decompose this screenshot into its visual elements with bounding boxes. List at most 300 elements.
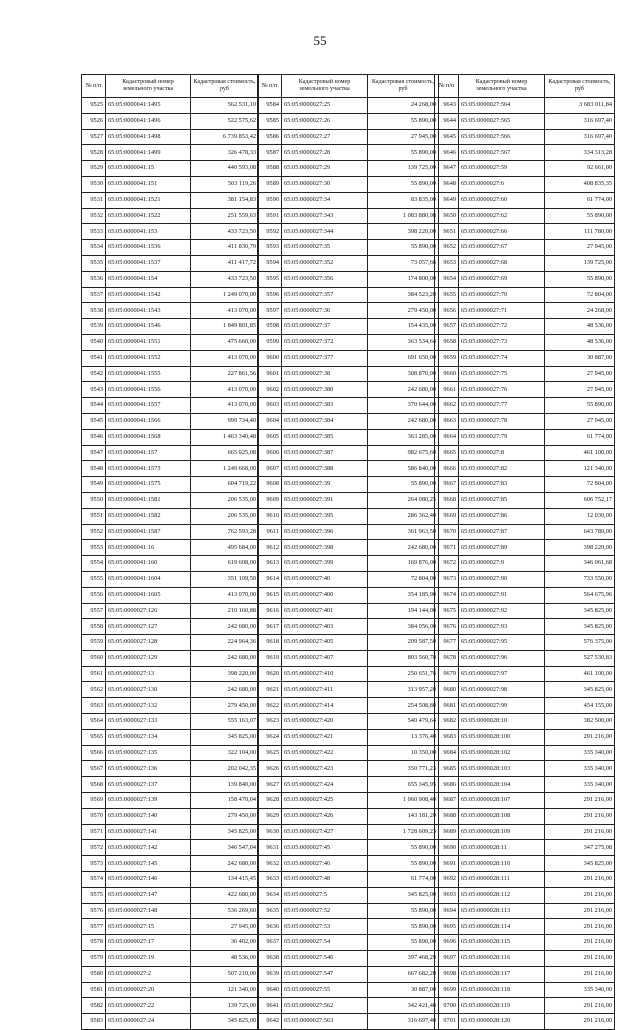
row-number: 9563	[82, 698, 106, 714]
row-number: 9666	[435, 461, 459, 477]
cadastral-value: 24 268,00	[368, 98, 439, 114]
row-number: 9602	[258, 382, 282, 398]
row-number: 9534	[82, 240, 106, 256]
table-row	[82, 413, 259, 429]
cadastral-value: 242 680,00	[368, 540, 439, 556]
cadastral-number: 65:05:0000027:87	[459, 524, 545, 540]
cadastral-number: 65:05:0000027:134	[106, 729, 191, 745]
row-number: 9699	[435, 982, 459, 998]
cadastral-value: 291 216,00	[545, 951, 615, 967]
cadastral-number: 65:05:0000027:385	[282, 429, 368, 445]
row-number: 9693	[435, 887, 459, 903]
cadastral-number: 65:05:0000027:566	[459, 129, 545, 145]
cadastral-number: 65:05:0000041:1556	[106, 382, 191, 398]
cadastral-value: 48 536,00	[545, 334, 615, 350]
header-cadastral-number: Кадастровый номер земельного участка	[282, 75, 368, 98]
table-row	[258, 113, 439, 129]
row-number: 9593	[258, 240, 282, 256]
table-row	[82, 1014, 259, 1030]
cadastral-number: 65:05:0000027:377	[282, 350, 368, 366]
cadastral-value: 55 890,00	[545, 271, 615, 287]
table-row	[82, 366, 259, 382]
cadastral-value: 326 478,33	[191, 145, 259, 161]
cadastral-number: 65:05:0000027:55	[282, 982, 368, 998]
cadastral-value: 154 435,00	[368, 319, 439, 335]
cadastral-number: 65:05:0000027:384	[282, 413, 368, 429]
cadastral-value: 291 216,00	[545, 935, 615, 951]
cadastral-value: 48 536,00	[545, 319, 615, 335]
row-number: 9689	[435, 824, 459, 840]
cadastral-value: 345 825,00	[191, 1014, 259, 1030]
row-number: 9634	[258, 887, 282, 903]
cadastral-value: 408 835,35	[545, 176, 615, 192]
row-number: 9576	[82, 903, 106, 919]
table-row	[258, 603, 439, 619]
table-row	[435, 682, 615, 698]
row-number: 9688	[435, 808, 459, 824]
cadastral-number: 65:05:0000027:147	[106, 887, 191, 903]
row-number: 9640	[258, 982, 282, 998]
cadastral-value: 10 350,00	[368, 745, 439, 761]
cadastral-number: 65:05:0000028:111	[459, 872, 545, 888]
table-row	[258, 872, 439, 888]
row-number: 9574	[82, 872, 106, 888]
cadastral-number: 65:05:0000028:115	[459, 935, 545, 951]
cadastral-value: 351 109,50	[191, 571, 259, 587]
cadastral-number: 65:05:0000028:113	[459, 903, 545, 919]
cadastral-value: 363 534,64	[368, 334, 439, 350]
table-row	[435, 666, 615, 682]
cadastral-value: 655 345,95	[368, 777, 439, 793]
cadastral-value: 291 216,00	[545, 903, 615, 919]
cadastral-value: 61 774,00	[368, 872, 439, 888]
table-row	[82, 492, 259, 508]
cadastral-value: 335 340,00	[545, 745, 615, 761]
cadastral-value: 55 890,00	[368, 935, 439, 951]
cadastral-value: 527 530,83	[545, 650, 615, 666]
row-number: 9591	[258, 208, 282, 224]
row-number: 9660	[435, 366, 459, 382]
cadastral-number: 65:05:0000041:1496	[106, 113, 191, 129]
table-row	[258, 287, 439, 303]
cadastral-value: 251 559,63	[191, 208, 259, 224]
cadastral-number: 65:05:0000041:1521	[106, 192, 191, 208]
row-number: 9572	[82, 840, 106, 856]
table-row	[258, 303, 439, 319]
cadastral-number: 65:05:0000041:151	[106, 176, 191, 192]
table-row	[435, 603, 615, 619]
table-row	[82, 255, 259, 271]
cadastral-number: 65:05:0000027:89	[459, 540, 545, 556]
table-row	[435, 287, 615, 303]
cadastral-number: 65:05:0000027:25	[282, 98, 368, 114]
row-number: 9528	[82, 145, 106, 161]
row-number: 9649	[435, 192, 459, 208]
row-number: 9544	[82, 398, 106, 414]
cadastral-value: 55 890,00	[368, 856, 439, 872]
row-number: 9686	[435, 777, 459, 793]
cadastral-number: 65:05:0000041:1557	[106, 398, 191, 414]
table-row	[258, 240, 439, 256]
cadastral-value: 335 340,00	[545, 761, 615, 777]
cadastral-number: 65:05:0000041:1581	[106, 492, 191, 508]
cadastral-value: 342 421,48	[368, 998, 439, 1014]
cadastral-number: 65:05:0000027:427	[282, 824, 368, 840]
cadastral-value: 398 220,00	[368, 224, 439, 240]
row-number: 9681	[435, 698, 459, 714]
cadastral-number: 65:05:0000027:148	[106, 903, 191, 919]
row-number: 9575	[82, 887, 106, 903]
cadastral-value: 665 925,08	[191, 445, 259, 461]
cadastral-value: 55 890,00	[368, 903, 439, 919]
cadastral-number: 65:05:0000027:66	[459, 224, 545, 240]
table-row	[82, 714, 259, 730]
cadastral-value: 279 450,00	[191, 808, 259, 824]
header-number: № п/п	[258, 75, 282, 98]
cadastral-value: 540 479,64	[368, 714, 439, 730]
table-row	[258, 334, 439, 350]
cadastral-value: 264 080,25	[368, 492, 439, 508]
cadastral-value: 316 697,40	[545, 113, 615, 129]
table-row	[435, 824, 615, 840]
row-number: 9675	[435, 603, 459, 619]
table-row	[258, 729, 439, 745]
cadastral-number: 65:05:0000027:83	[459, 477, 545, 493]
cadastral-number: 65:05:0000027:72	[459, 319, 545, 335]
cadastral-value: 139 725,00	[368, 161, 439, 177]
cadastral-number: 65:05:0000028:118	[459, 982, 545, 998]
cadastral-number: 65:05:0000041:1536	[106, 240, 191, 256]
table-row	[82, 982, 259, 998]
row-number: 9546	[82, 429, 106, 445]
cadastral-value: 242 680,00	[191, 856, 259, 872]
row-number: 9545	[82, 413, 106, 429]
cadastral-number: 65:05:0000027:90	[459, 571, 545, 587]
table-row	[435, 461, 615, 477]
cadastral-number: 65:05:0000028:116	[459, 951, 545, 967]
table-row	[435, 176, 615, 192]
row-number: 9626	[258, 761, 282, 777]
table-row	[258, 682, 439, 698]
cadastral-value: 322 104,00	[191, 745, 259, 761]
row-number: 9630	[258, 824, 282, 840]
cadastral-value: 691 650,00	[368, 350, 439, 366]
table-row	[435, 445, 615, 461]
cadastral-number: 65:05:0000027:97	[459, 666, 545, 682]
cadastral-number: 65:05:0000027:52	[282, 903, 368, 919]
cadastral-value: 461 100,00	[545, 445, 615, 461]
table-row	[82, 224, 259, 240]
table-row	[258, 856, 439, 872]
row-number: 9537	[82, 287, 106, 303]
cadastral-number: 65:05:0000041:1537	[106, 255, 191, 271]
cadastral-value: 121 340,00	[545, 461, 615, 477]
cadastral-value: 762 593,28	[191, 524, 259, 540]
cadastral-value: 6 739 853,42	[191, 129, 259, 145]
row-number: 9529	[82, 161, 106, 177]
row-number: 9697	[435, 951, 459, 967]
cadastral-number: 65:05:0000027:352	[282, 255, 368, 271]
cadastral-number: 65:05:0000027:82	[459, 461, 545, 477]
row-number: 9648	[435, 176, 459, 192]
table-row	[82, 840, 259, 856]
row-number: 9663	[435, 413, 459, 429]
cadastral-number: 65:05:0000041:1604	[106, 571, 191, 587]
table-row	[82, 998, 259, 1014]
table-row	[258, 619, 439, 635]
table-row	[435, 635, 615, 651]
cadastral-number: 65:05:0000041:1542	[106, 287, 191, 303]
cadastral-number: 65:05:0000027:420	[282, 714, 368, 730]
row-number: 9676	[435, 619, 459, 635]
row-number: 9694	[435, 903, 459, 919]
cadastral-number: 65:05:0000027:403	[282, 619, 368, 635]
cadastral-value: 370 644,00	[368, 398, 439, 414]
cadastral-number: 65:05:0000027:19	[106, 951, 191, 967]
cadastral-number: 65:05:0000041:1546	[106, 319, 191, 335]
cadastral-value: 291 216,00	[545, 1014, 615, 1030]
row-number: 9622	[258, 698, 282, 714]
cadastral-number: 65:05:0000027:407	[282, 650, 368, 666]
cadastral-number: 65:05:0000041:154	[106, 271, 191, 287]
cadastral-number: 65:05:0000027:410	[282, 666, 368, 682]
table-row	[82, 129, 259, 145]
cadastral-value: 1 249 070,00	[191, 287, 259, 303]
row-number: 9638	[258, 951, 282, 967]
table-row	[258, 571, 439, 587]
cadastral-value: 174 800,00	[368, 271, 439, 287]
cadastral-number: 65:05:0000027:564	[459, 98, 545, 114]
cadastral-number: 65:05:0000027:71	[459, 303, 545, 319]
cadastral-number: 65:05:0000041:153	[106, 224, 191, 240]
table-row	[82, 903, 259, 919]
row-number: 9536	[82, 271, 106, 287]
cadastral-number: 65:05:0000028:107	[459, 793, 545, 809]
row-number: 9570	[82, 808, 106, 824]
table-row	[82, 587, 259, 603]
cadastral-number: 65:05:0000027:40	[282, 571, 368, 587]
cadastral-value: 291 216,00	[545, 793, 615, 809]
cadastral-value: 224 964,36	[191, 635, 259, 651]
cadastral-number: 65:05:0000027:141	[106, 824, 191, 840]
cadastral-value: 345 825,00	[545, 619, 615, 635]
cadastre-table-column-1	[81, 74, 259, 1030]
cadastral-value: 242 680,00	[191, 682, 259, 698]
row-number: 9692	[435, 872, 459, 888]
cadastre-table-column-3	[434, 74, 615, 1030]
cadastral-number: 65:05:0000027:70	[459, 287, 545, 303]
row-number: 9594	[258, 255, 282, 271]
row-number: 9633	[258, 872, 282, 888]
row-number: 9680	[435, 682, 459, 698]
cadastral-number: 65:05:0000027:146	[106, 872, 191, 888]
cadastral-number: 65:05:0000027:48	[282, 872, 368, 888]
cadastral-value: 1 249 668,00	[191, 461, 259, 477]
cadastral-value: 384 056,00	[368, 619, 439, 635]
table-row	[435, 161, 615, 177]
row-number: 9583	[82, 1014, 106, 1030]
table-row	[258, 492, 439, 508]
cadastral-number: 65:05:0000027:565	[459, 113, 545, 129]
row-number: 9631	[258, 840, 282, 856]
cadastral-value: 286 362,40	[368, 508, 439, 524]
cadastral-number: 65:05:0000041:1573	[106, 461, 191, 477]
cadastral-value: 354 185,90	[368, 587, 439, 603]
table-row	[82, 303, 259, 319]
row-number: 9653	[435, 255, 459, 271]
cadastral-value: 242 680,00	[368, 382, 439, 398]
table-row	[258, 793, 439, 809]
row-number: 9527	[82, 129, 106, 145]
table-row	[82, 382, 259, 398]
row-number: 9577	[82, 919, 106, 935]
row-number: 9540	[82, 334, 106, 350]
cadastral-number: 65:05:0000027:15	[106, 919, 191, 935]
table-row	[258, 982, 439, 998]
cadastral-value: 48 536,00	[191, 951, 259, 967]
cadastral-number: 65:05:0000027:22	[106, 998, 191, 1014]
cadastral-number: 65:05:0000028:109	[459, 824, 545, 840]
cadastral-number: 65:05:0000027:39	[282, 477, 368, 493]
cadastral-value: 139 725,00	[191, 998, 259, 1014]
table-row	[258, 508, 439, 524]
row-number: 9647	[435, 161, 459, 177]
table-row	[258, 951, 439, 967]
table-row	[258, 192, 439, 208]
table-header-row	[258, 75, 439, 98]
cadastral-number: 65:05:0000027:45	[282, 840, 368, 856]
row-number: 9595	[258, 271, 282, 287]
cadastral-value: 398 220,00	[545, 540, 615, 556]
table-row	[435, 224, 615, 240]
row-number: 9578	[82, 935, 106, 951]
cadastral-number: 65:05:0000027:17	[106, 935, 191, 951]
row-number: 9661	[435, 382, 459, 398]
row-number: 9637	[258, 935, 282, 951]
row-number: 9541	[82, 350, 106, 366]
cadastral-number: 65:05:0000027:20	[106, 982, 191, 998]
table-row	[82, 935, 259, 951]
row-number: 9658	[435, 334, 459, 350]
cadastral-number: 65:05:0000027:75	[459, 366, 545, 382]
table-row	[435, 714, 615, 730]
row-number: 9558	[82, 619, 106, 635]
cadastral-number: 65:05:0000027:92	[459, 603, 545, 619]
cadastral-number: 65:05:0000027:96	[459, 650, 545, 666]
cadastral-number: 65:05:0000041:15	[106, 161, 191, 177]
cadastral-value: 413 070,00	[191, 382, 259, 398]
cadastral-value: 1 060 908,40	[368, 793, 439, 809]
table-row	[82, 966, 259, 982]
cadastral-value: 27 945,00	[545, 382, 615, 398]
cadastral-value: 27 945,00	[368, 129, 439, 145]
cadastral-value: 111 780,00	[545, 224, 615, 240]
cadastral-number: 65:05:0000027:85	[459, 492, 545, 508]
cadastral-value: 194 144,00	[368, 603, 439, 619]
row-number: 9614	[258, 571, 282, 587]
row-number: 9644	[435, 113, 459, 129]
row-number: 9669	[435, 508, 459, 524]
row-number: 9548	[82, 461, 106, 477]
cadastral-value: 291 216,00	[545, 966, 615, 982]
cadastral-value: 308 870,00	[368, 366, 439, 382]
cadastral-value: 461 100,00	[545, 666, 615, 682]
row-number: 9618	[258, 635, 282, 651]
cadastral-value: 3 683 011,84	[545, 98, 615, 114]
row-number: 9543	[82, 382, 106, 398]
table-row	[258, 824, 439, 840]
table-row	[258, 777, 439, 793]
table-row	[435, 729, 615, 745]
row-number: 9616	[258, 603, 282, 619]
row-number: 9632	[258, 856, 282, 872]
cadastral-value: 12 030,00	[545, 508, 615, 524]
cadastral-number: 65:05:0000027:132	[106, 698, 191, 714]
row-number: 9611	[258, 524, 282, 540]
cadastral-number: 65:05:0000041:1522	[106, 208, 191, 224]
table-row	[435, 745, 615, 761]
cadastral-value: 345 825,00	[368, 887, 439, 903]
table-row	[435, 255, 615, 271]
row-number: 9556	[82, 587, 106, 603]
table-row	[435, 271, 615, 287]
cadastral-value: 291 216,00	[545, 824, 615, 840]
cadastral-number: 65:05:0000027:30	[282, 176, 368, 192]
row-number: 9651	[435, 224, 459, 240]
cadastral-value: 361 963,50	[368, 524, 439, 540]
table-row	[82, 682, 259, 698]
table-row	[258, 366, 439, 382]
cadastral-value: 564 675,96	[545, 587, 615, 603]
cadastral-number: 65:05:0000041:16	[106, 540, 191, 556]
cadastral-number: 65:05:0000027:79	[459, 429, 545, 445]
row-number: 9554	[82, 556, 106, 572]
cadastral-number: 65:05:0000027:53	[282, 919, 368, 935]
cadastral-value: 345 825,00	[545, 682, 615, 698]
cadastral-number: 65:05:0000027:34	[282, 192, 368, 208]
cadastral-number: 65:05:0000027:133	[106, 714, 191, 730]
cadastral-number: 65:05:0000027:13	[106, 666, 191, 682]
cadastral-number: 65:05:0000027:98	[459, 682, 545, 698]
cadastral-value: 158 470,04	[191, 793, 259, 809]
cadastral-value: 24 268,00	[545, 303, 615, 319]
cadastral-value: 363 285,00	[368, 429, 439, 445]
table-row	[258, 587, 439, 603]
table-row	[82, 524, 259, 540]
table-row	[82, 540, 259, 556]
cadastral-number: 65:05:0000027:563	[282, 1014, 368, 1030]
table-row	[435, 951, 615, 967]
cadastral-value: 121 340,00	[191, 982, 259, 998]
cadastral-value: 27 945,00	[545, 240, 615, 256]
row-number: 9568	[82, 777, 106, 793]
cadastral-value: 206 535,00	[191, 492, 259, 508]
cadastral-value: 55 890,00	[368, 840, 439, 856]
cadastral-value: 345 825,00	[191, 729, 259, 745]
table-row	[82, 508, 259, 524]
row-number: 9673	[435, 571, 459, 587]
row-number: 9530	[82, 176, 106, 192]
table-row	[82, 429, 259, 445]
header-number: № п/п	[82, 75, 106, 98]
cadastral-value: 335 340,00	[545, 982, 615, 998]
cadastral-value: 55 890,00	[368, 176, 439, 192]
cadastral-value: 345 825,00	[545, 856, 615, 872]
cadastral-value: 346 547,04	[191, 840, 259, 856]
cadastral-value: 143 181,20	[368, 808, 439, 824]
cadastre-table-column-2	[257, 74, 439, 1030]
row-number: 9610	[258, 508, 282, 524]
